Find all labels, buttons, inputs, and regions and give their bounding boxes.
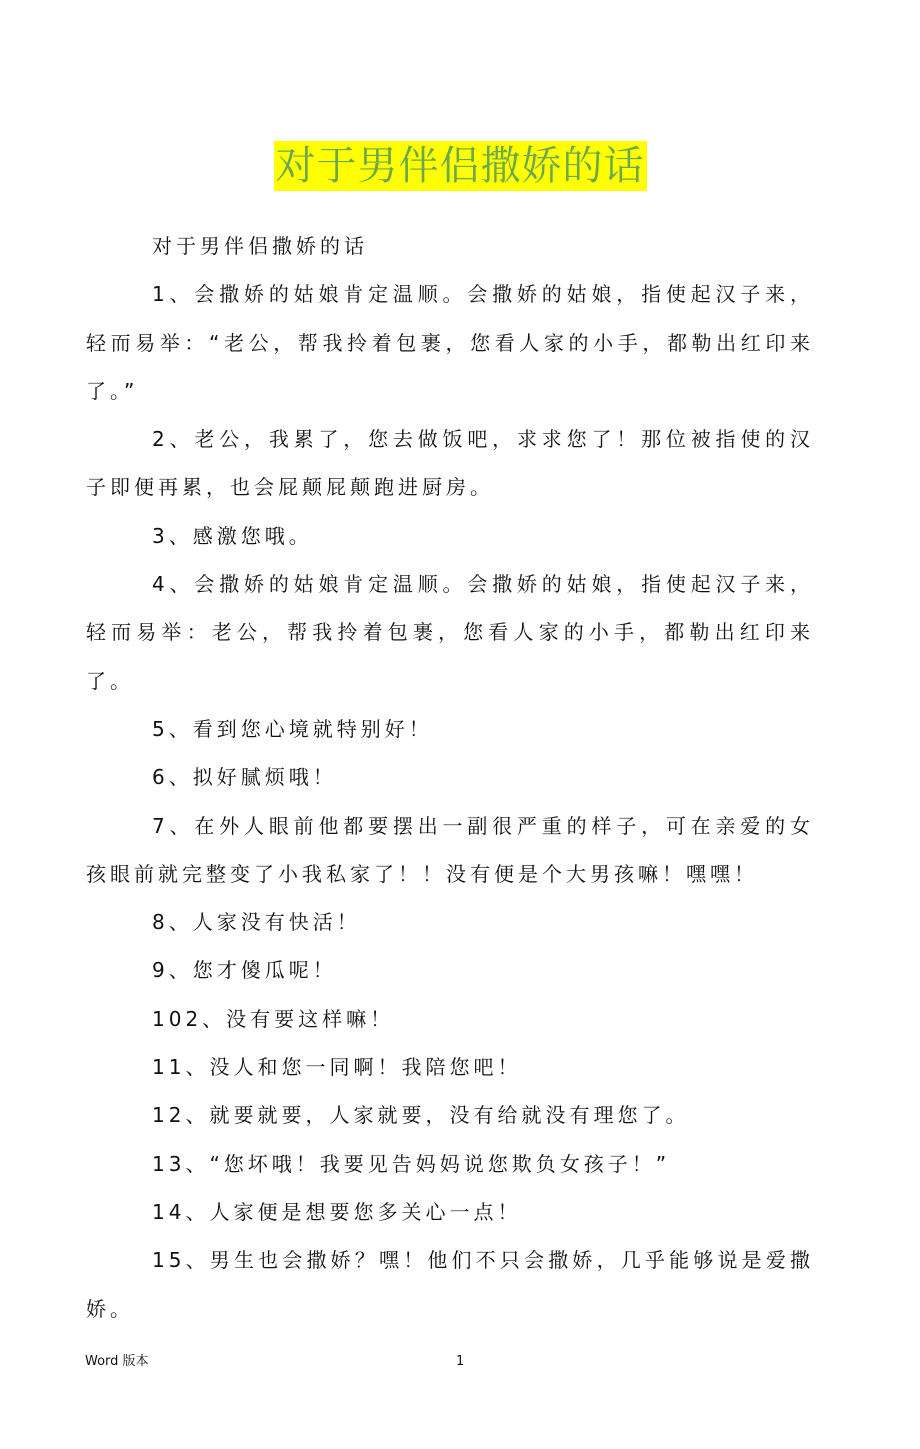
paragraph: 6、拟好腻烦哦！ [152, 765, 337, 790]
page-number: 1 [456, 1353, 465, 1369]
paragraph-subtitle: 对于男伴侣撒娇的话 [152, 234, 368, 258]
paragraph: 14、人家便是想要您多关心一点！ [152, 1199, 522, 1224]
paragraph: 15、男生也会撒娇？嘿！他们不只会撒娇，几乎能够说是爱撒娇。 [86, 1248, 814, 1321]
paragraph: 12、就要就要，人家就要，没有给就没有理您了。 [152, 1103, 690, 1128]
paragraph: 11、没人和您一同啊！我陪您吧！ [152, 1055, 522, 1080]
paragraph: 4、会撒娇的姑娘肯定温顺。会撒娇的姑娘，指使起汉子来，轻而易举：老公，帮我拎着包裹，您看人家的小手，都勒出红印来了。 [86, 572, 814, 693]
paragraph: 13、“您坏哦！我要见告妈妈说您欺负女孩子！” [152, 1151, 671, 1176]
footer-label: Word 版本 [85, 1353, 149, 1369]
title-container [0, 141, 920, 191]
paragraph: 9、您才傻瓜呢！ [152, 958, 337, 983]
paragraph: 1、会撒娇的姑娘肯定温顺。会撒娇的姑娘，指使起汉子来，轻而易举：“老公，帮我拎着包裹，您看人家的小手，都勒出红印来了。” [86, 282, 814, 403]
page-footer [0, 1333, 920, 1371]
paragraph: 5、看到您心境就特别好！ [152, 716, 433, 741]
paragraph: 8、人家没有快活！ [152, 910, 361, 935]
paragraph: 102、没有要这样嘛！ [152, 1006, 395, 1031]
document-title: 对于男伴侣撒娇的话 [275, 143, 645, 189]
paragraph: 2、老公，我累了，您去做饭吧，求求您了！那位被指使的汉子即便再累，也会屁颠屁颠跑进厨房。 [86, 427, 814, 500]
document-body [86, 222, 814, 1333]
paragraph: 7、在外人眼前他都要摆出一副很严重的样子，可在亲爱的女孩眼前就完整变了小我私家了！！没有便是个大男孩嘛！嘿嘿！ [86, 813, 814, 886]
paragraph: 3、感激您哦。 [152, 523, 313, 548]
